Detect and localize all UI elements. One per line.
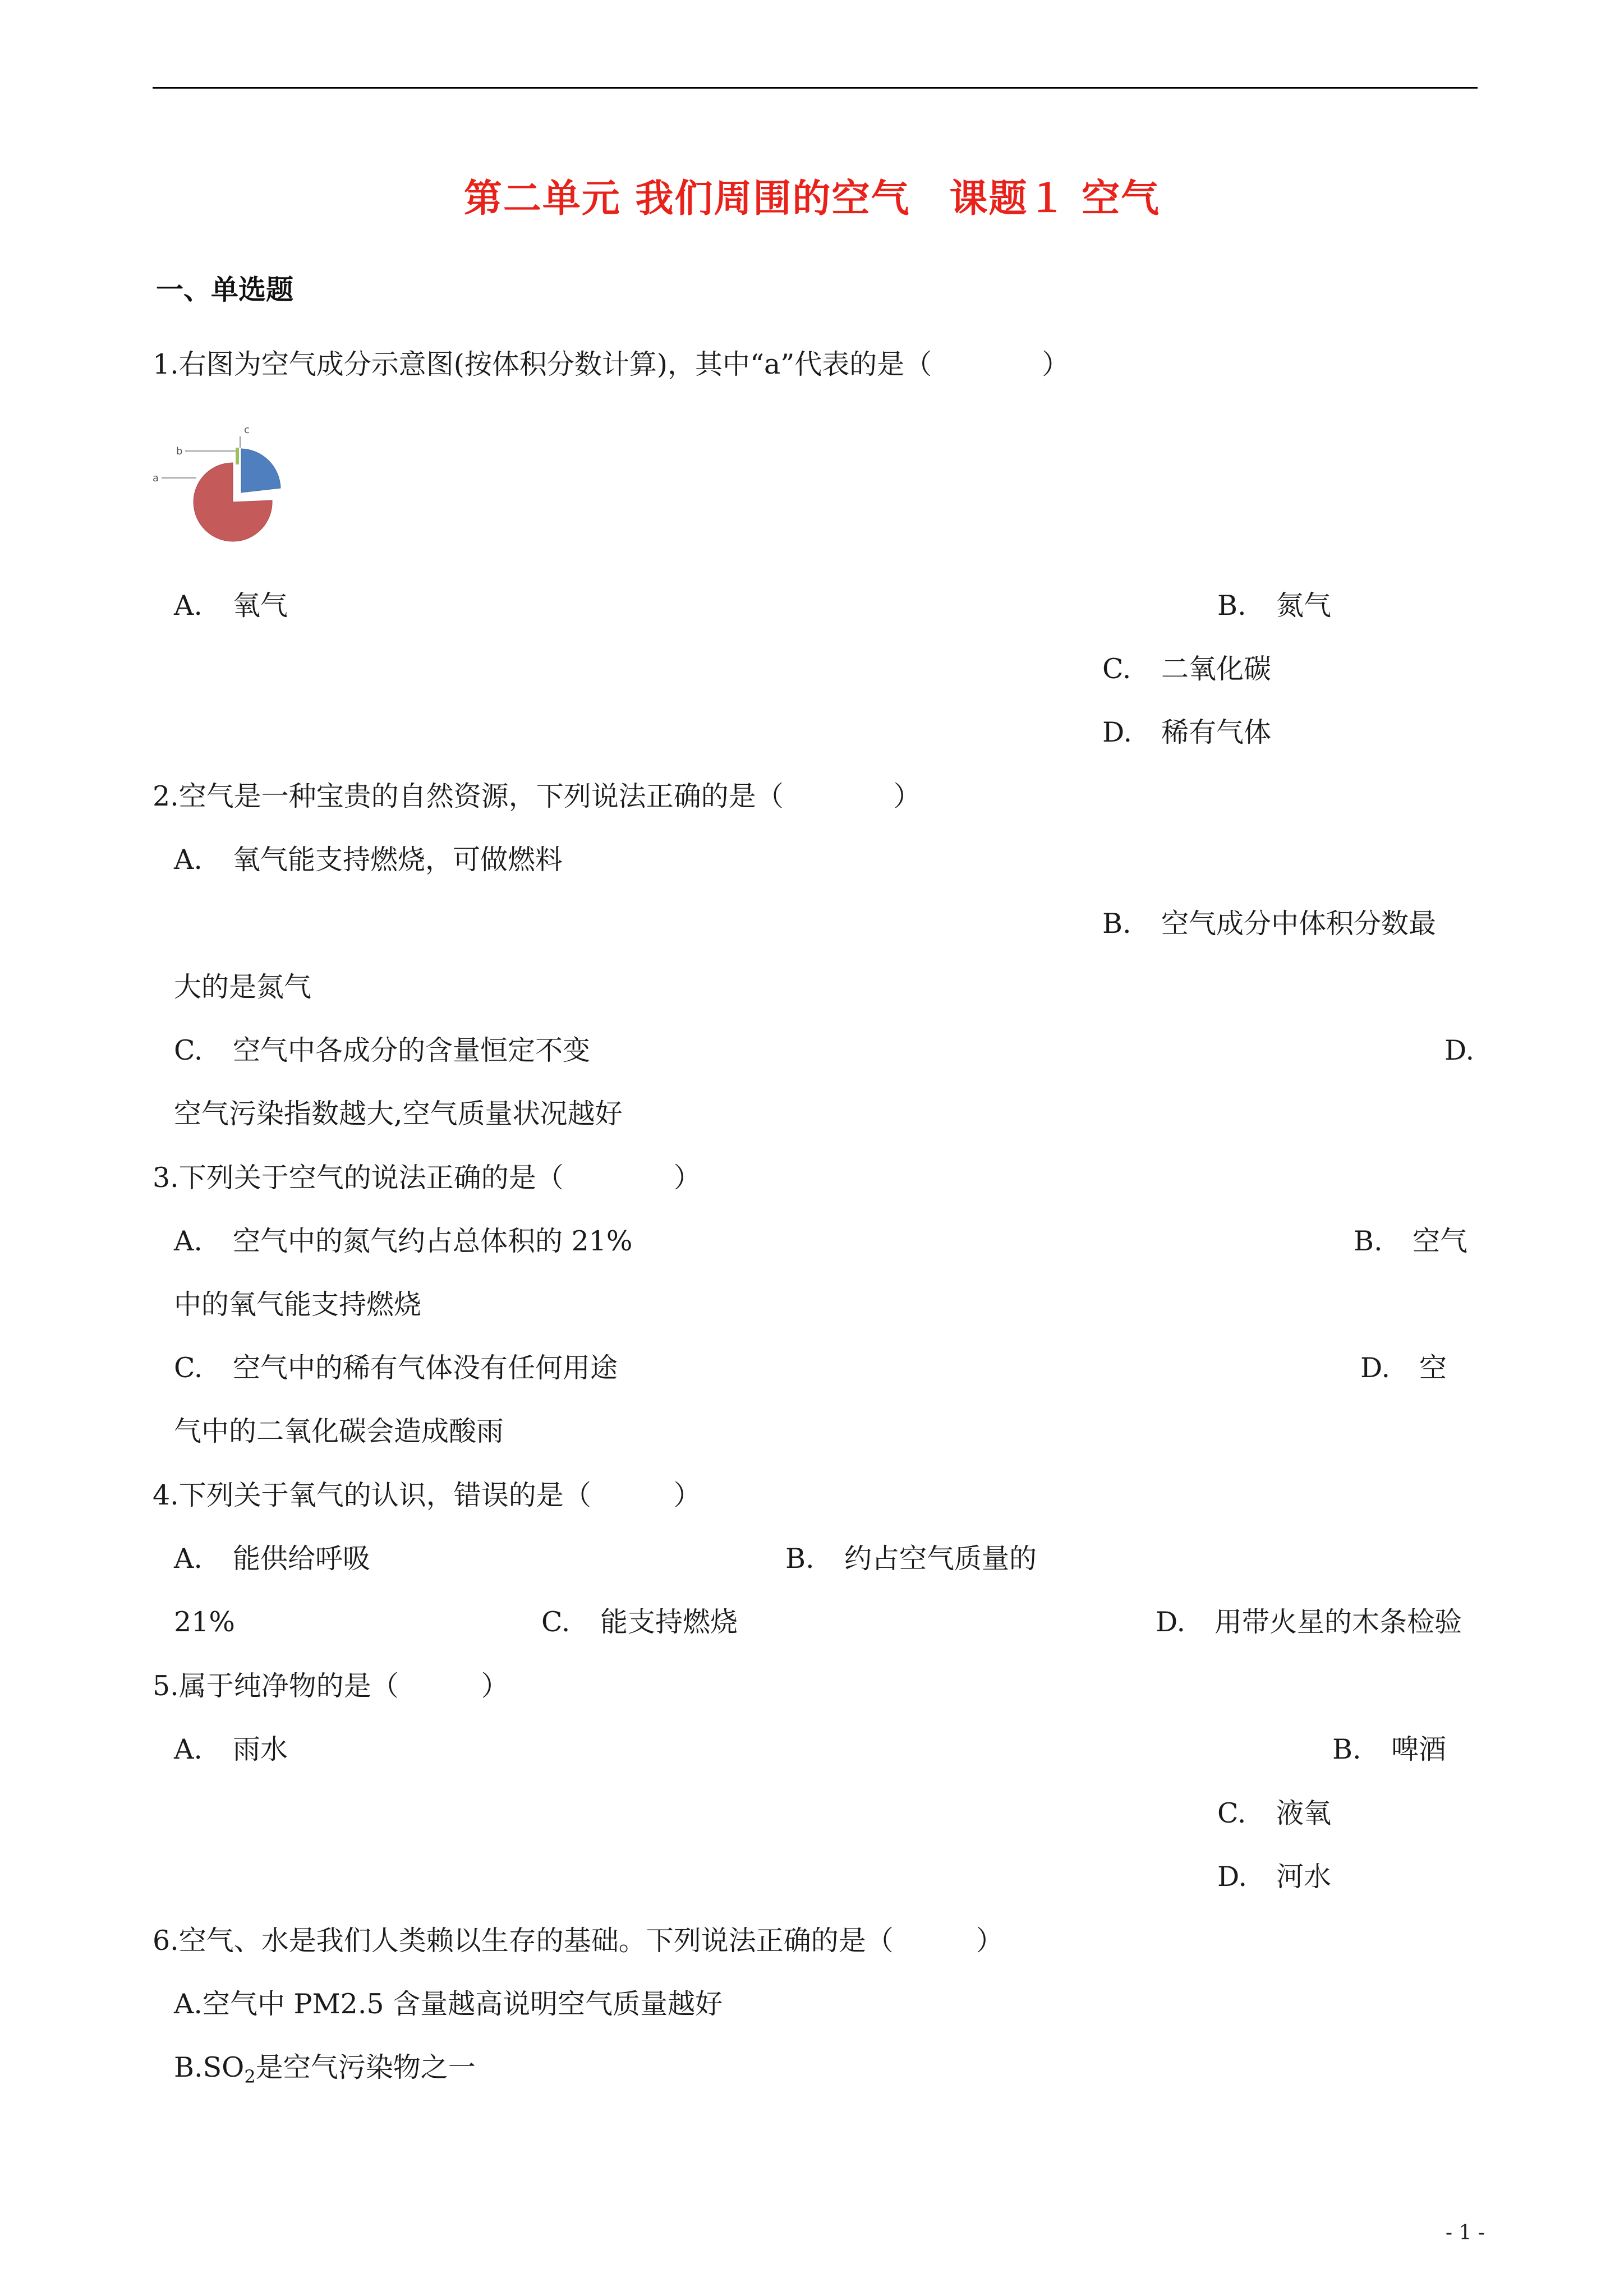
q1-option-d: D. 稀有气体 <box>1102 716 1272 748</box>
q4-option-b-wrap: 21% <box>174 1606 235 1638</box>
header-rule <box>153 87 1478 89</box>
pie-slice-b <box>236 448 239 464</box>
question-5-stem: 5.属于纯净物的是（ ） <box>153 1670 509 1702</box>
page-number: - 1 - <box>1445 2221 1485 2244</box>
q6-option-b: $B.SO_2$是空气污染物之一 <box>174 2051 476 2087</box>
q3-option-d: D. 空 <box>1360 1352 1447 1384</box>
page-title: 第二单元 我们周围的空气 课题１ 空气 <box>463 176 1161 221</box>
pie-label-b: b <box>176 445 183 457</box>
question-2-stem: 2.空气是一种宝贵的自然资源，下列说法正确的是（ ） <box>153 780 921 812</box>
q5-option-d: D. 河水 <box>1217 1861 1332 1893</box>
pie-slice-c <box>241 449 280 493</box>
q3-option-c: C. 空气中的稀有气体没有任何用途 <box>174 1352 618 1384</box>
q4-option-c: C. 能支持燃烧 <box>541 1606 738 1638</box>
q3-option-b-wrap: 中的氧气能支持燃烧 <box>174 1289 422 1320</box>
q1-option-c: C. 二氧化碳 <box>1102 653 1272 685</box>
pie-label-a: a <box>153 472 159 484</box>
q1-option-a: A. 氧气 <box>174 590 288 622</box>
section-heading: 一、单选题 <box>156 273 294 306</box>
q4-option-d: D. 用带火星的木条检验 <box>1156 1606 1462 1638</box>
question-6-stem: 6.空气、水是我们人类赖以生存的基础。下列说法正确的是（ ） <box>153 1925 1004 1957</box>
question-3-stem: 3.下列关于空气的说法正确的是（ ） <box>153 1162 701 1194</box>
q2-option-b-wrap: 大的是氮气 <box>174 971 312 1003</box>
pie-label-c: c <box>244 424 250 436</box>
q2-option-b: B. 空气成分中体积分数最 <box>1102 908 1437 940</box>
q5-option-a: A. 雨水 <box>174 1733 288 1765</box>
air-composition-pie-figure <box>151 409 309 561</box>
q5-option-b: B. 啤酒 <box>1332 1733 1447 1765</box>
q1-option-b: B. 氮气 <box>1217 590 1332 622</box>
q4-option-b: B. 约占空气质量的 <box>785 1543 1037 1575</box>
pie-chart <box>151 409 309 561</box>
question-4-stem: 4.下列关于氧气的认识，错误的是（ ） <box>153 1479 701 1511</box>
q5-option-c: C. 液氧 <box>1217 1797 1332 1829</box>
q2-option-d-wrap: 空气污染指数越大,空气质量状况越好 <box>174 1098 623 1130</box>
q6-option-a: A.空气中 PM2.5 含量越高说明空气质量越好 <box>174 1988 723 2020</box>
q3-option-a: A. 空气中的氮气约占总体积的 21% <box>174 1225 633 1257</box>
q4-option-a: A. 能供给呼吸 <box>174 1543 371 1575</box>
q3-option-b: B. 空气 <box>1354 1225 1468 1257</box>
q2-option-d-letter: D. <box>1444 1034 1475 1066</box>
q2-option-a: A. 氧气能支持燃烧，可做燃料 <box>174 844 563 876</box>
question-1-stem: 1.右图为空气成分示意图(按体积分数计算)，其中“a”代表的是（ ） <box>153 348 1070 380</box>
q3-option-d-wrap: 气中的二氧化碳会造成酸雨 <box>174 1415 504 1447</box>
q2-option-c: C. 空气中各成分的含量恒定不变 <box>174 1034 591 1066</box>
